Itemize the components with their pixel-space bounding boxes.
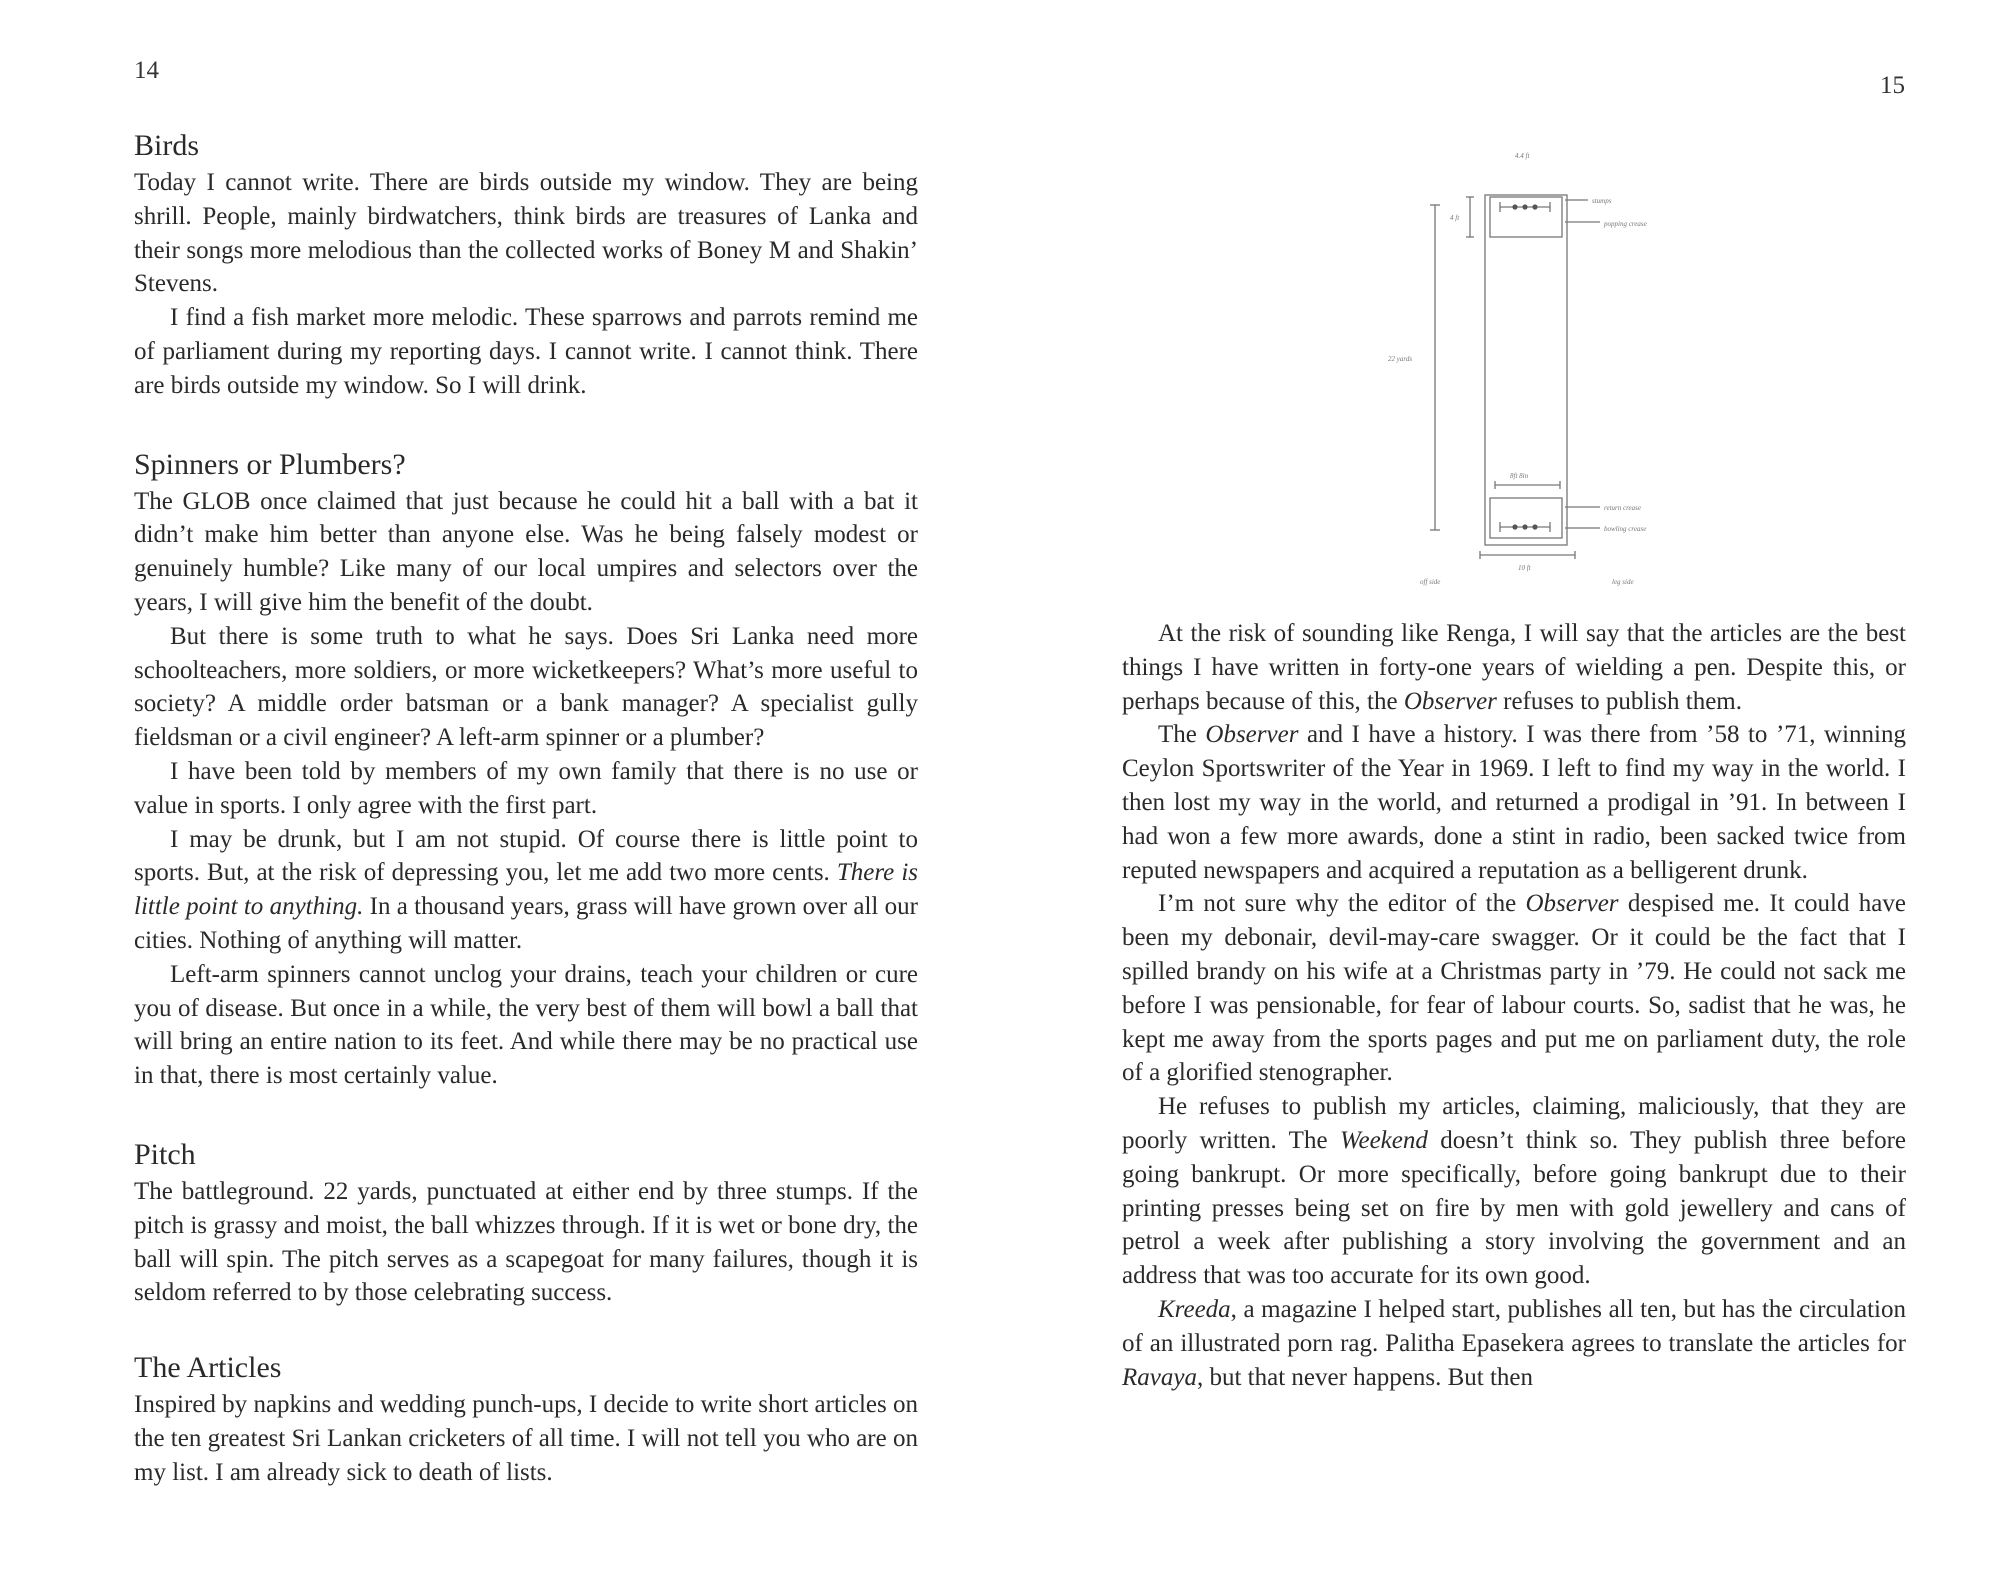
diagram-label-off-side: off side [1420, 578, 1441, 586]
diagram-label-leg-side: leg side [1612, 578, 1634, 586]
stump-dot [1512, 204, 1517, 209]
paragraph: He refuses to publish my articles, claiming, maliciously, that they are poorly written. The Weekend doesn’t think so. They publish three before going bankrupt. Or more specifically, before going bankrupt due to their printing presses being set on fire by men with gold jewellery and cans of petrol a week after publishing a story involving the government and an address that was too accurate for its own good. [1122, 1093, 1907, 1290]
section-heading-pitch: Pitch [134, 1137, 196, 1171]
pitch-diagram [1360, 140, 1740, 600]
right-page [1000, 0, 2000, 1571]
stump-dot [1512, 524, 1517, 529]
stump-dot [1532, 204, 1537, 209]
diagram-label-4ft: 4 ft [1450, 214, 1460, 222]
left-column [134, 126, 918, 1490]
paragraph: I find a fish market more melodic. These sparrows and parrots remind me of parliament during my reporting days. I cannot write. I cannot think. There are birds outside my window. So I will drink. [134, 304, 918, 399]
section-heading-spinners: Spinners or Plumbers? [134, 447, 406, 481]
page-number-right: 15 [1880, 72, 1905, 99]
paragraph: Kreeda, a magazine I helped start, publishes all ten, but has the circulation of an illustrated porn rag. Palitha Epasekera agrees to translate the articles for Ravaya, but that never happens. But then [1122, 1295, 1906, 1391]
diagram-label-return: return crease [1604, 504, 1641, 512]
diagram-label-width: 8ft 8in [1510, 472, 1529, 480]
top-crease-box [1490, 197, 1562, 237]
paragraph: The battleground. 22 yards, punctuated at either end by three stumps. If the pitch is grassy and moist, the ball whizzes through. If it is wet or bone dry, the ball will spin. The pitch serves as a scapegoat for many failures, though it is seldom referred to by those celebrating success. [134, 1177, 918, 1307]
paragraph: The GLOB once claimed that just because he could hit a ball with a bat it didn’t make him better than anyone else. Was he being falsely modest or genuinely humble? Like many of our local umpires and selectors over the years, I will give him the benefit of the doubt. [134, 487, 918, 616]
right-column [1122, 617, 1906, 1394]
paragraph: I’m not sure why the editor of the Observer despised me. It could have been my debonair, devil-may-care swagger. Or it could be the fact that I spilled brandy on his wife at a Christmas party in ’79. He could not sack me before I was pensionable, for fear of labour courts. So, sadist that he was, he kept me away from the sports pages and put me on parliament duty, the role of a glorified stenographer. [1122, 890, 1906, 1087]
paragraph: At the risk of sounding like Renga, I will say that the articles are the best things I have written in forty-one years of wielding a pen. Despite this, or perhaps because of this, the Observer refuses to publish them. [1122, 620, 1906, 715]
page-number-left: 14 [134, 57, 159, 84]
diagram-label-stumps: stumps [1592, 197, 1612, 205]
bottom-crease-box [1490, 498, 1562, 538]
paragraph: The Observer and I have a history. I was there from ’58 to ’71, winning Ceylon Sportswriter of the Year in 1969. I left to find my way in the world. I then lost my way in the world, and returned a prodigal in ’91. In between I had won a few more awards, done a stint in radio, been sacked twice from reputed newspapers and acquired a reputation as a belligerent drunk. [1122, 721, 1906, 884]
stump-dot [1522, 524, 1527, 529]
diagram-label-bowling: bowling crease [1604, 525, 1647, 533]
diagram-label-10ft: 10 ft [1518, 564, 1531, 572]
diagram-label-popping: popping crease [1604, 220, 1647, 228]
paragraph: Inspired by napkins and wedding punch-ups, I decide to write short articles on the ten greatest Sri Lankan cricketers of all time. I will not tell you who are on my list. I am already sick to death of lists. [134, 1391, 918, 1486]
diagram-label-top: 4.4 ft [1515, 152, 1530, 160]
paragraph: Left-arm spinners cannot unclog your drains, teach your children or cure you of disease. But once in a while, the very best of them will bowl a ball that will bring an entire nation to its feet. And while there may be no practical use in that, there is most certainly value. [134, 960, 918, 1090]
paragraph: Today I cannot write. There are birds outside my window. They are being shrill. People, mainly birdwatchers, think birds are treasures of Lanka and their songs more melodious than the collected works of Boney M and Shakin’ Stevens. [134, 169, 918, 298]
paragraph: I have been told by members of my own family that there is no use or value in sports. I only agree with the first part. [134, 757, 918, 819]
pitch-outline [1485, 195, 1567, 545]
stump-dot [1532, 524, 1537, 529]
paragraph: But there is some truth to what he says. Does Sri Lanka need more schoolteachers, more soldiers, or more wicketkeepers? What’s more useful to society? A middle order batsman or a bank manager? A specialist gully fieldsman or a civil engineer? A left-arm spinner or a plumber? [134, 622, 918, 752]
section-heading-articles: The Articles [134, 1351, 282, 1385]
paragraph: I may be drunk, but I am not stupid. Of course there is little point to sports. But, at the risk of depressing you, let me add two more cents. There is little point to anything. In a thousand years, grass will have grown over all our cities. Nothing of anything will matter. [134, 825, 919, 954]
section-heading-birds: Birds [134, 129, 200, 162]
diagram-label-yards: 22 yards [1388, 355, 1413, 363]
stump-dot [1522, 204, 1527, 209]
